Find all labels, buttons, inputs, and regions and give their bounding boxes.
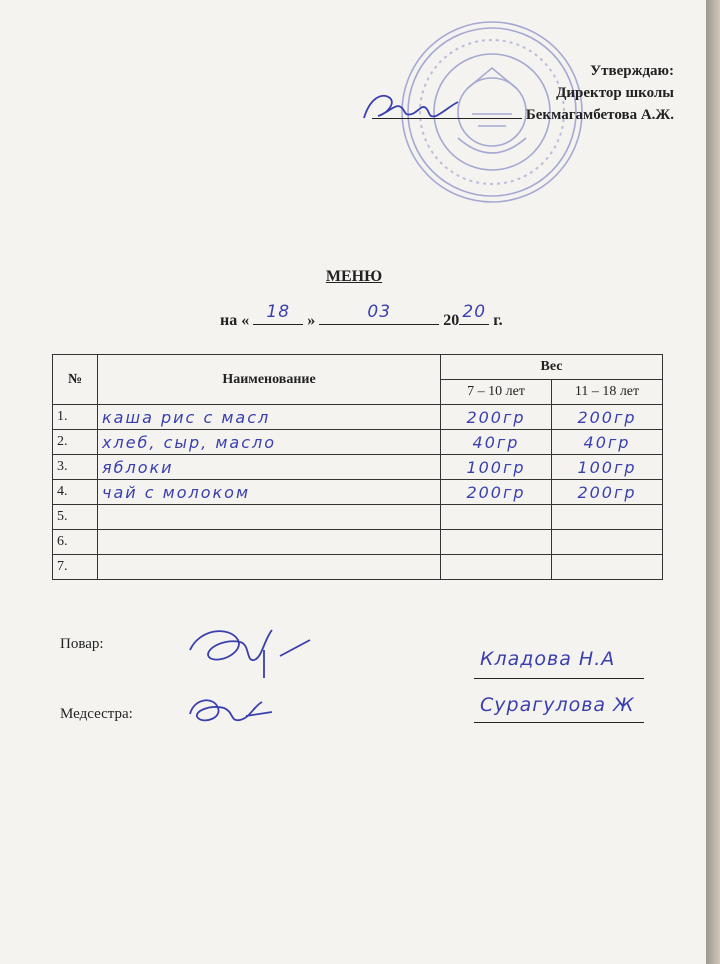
table-header-row xyxy=(53,355,663,380)
year-prefix: 20 xyxy=(443,312,460,329)
nurse-name: Сурагулова Ж xyxy=(480,694,635,716)
row-weight-7-10: 100гр xyxy=(441,455,552,480)
director-name: Бекмагамбетова А.Ж. xyxy=(525,107,674,123)
row-weight-11-18: 100гр xyxy=(552,455,663,480)
table-row xyxy=(53,405,663,430)
nurse-signature xyxy=(184,690,284,730)
row-num: 5. xyxy=(53,505,98,530)
date-mid: » xyxy=(307,312,316,329)
row-weight-11-18 xyxy=(552,505,663,530)
menu-table xyxy=(52,354,663,580)
table-row xyxy=(53,455,663,480)
row-weight-11-18: 200гр xyxy=(552,405,663,430)
desk-edge xyxy=(706,0,720,964)
cook-label: Повар: xyxy=(60,636,104,652)
row-dish: чай с молоком xyxy=(98,480,441,505)
approval-title: Утверждаю: xyxy=(590,63,674,79)
header-num: № xyxy=(53,355,98,405)
row-num: 7. xyxy=(53,555,98,580)
header-name: Наименование xyxy=(98,355,441,405)
table-row xyxy=(53,530,663,555)
row-weight-7-10 xyxy=(441,530,552,555)
page-title: МЕНЮ xyxy=(325,268,383,285)
header-age-7-10: 7 – 10 лет xyxy=(441,380,552,405)
row-num: 4. xyxy=(53,480,98,505)
cook-name-line xyxy=(474,678,644,679)
row-weight-11-18: 40гр xyxy=(552,430,663,455)
director-title: Директор школы xyxy=(556,85,674,101)
table-row xyxy=(53,505,663,530)
table-row xyxy=(53,430,663,455)
row-weight-11-18 xyxy=(552,530,663,555)
day-field xyxy=(253,302,303,325)
table-row xyxy=(53,480,663,505)
nurse-label: Медсестра: xyxy=(60,706,133,722)
director-signature xyxy=(356,88,466,128)
row-weight-7-10: 200гр xyxy=(441,405,552,430)
date-month: 03 xyxy=(367,302,392,322)
row-weight-7-10 xyxy=(441,555,552,580)
row-dish xyxy=(98,555,441,580)
row-num: 2. xyxy=(53,430,98,455)
row-num: 1. xyxy=(53,405,98,430)
row-dish: каша рис с масл xyxy=(98,405,441,430)
row-dish xyxy=(98,505,441,530)
table-row xyxy=(53,555,663,580)
date-suffix: г. xyxy=(493,312,503,329)
cook-name: Кладова Н.А xyxy=(480,648,616,670)
date-line xyxy=(220,302,503,330)
row-dish: хлеб, сыр, масло xyxy=(98,430,441,455)
nurse-name-line xyxy=(474,722,644,723)
year-field xyxy=(459,302,489,325)
header-weight: Вес xyxy=(441,355,663,380)
row-weight-11-18: 200гр xyxy=(552,480,663,505)
header-age-11-18: 11 – 18 лет xyxy=(552,380,663,405)
row-weight-7-10 xyxy=(441,505,552,530)
date-year: 20 xyxy=(462,302,487,322)
row-weight-7-10: 40гр xyxy=(441,430,552,455)
row-weight-7-10: 200гр xyxy=(441,480,552,505)
date-prefix: на « xyxy=(220,312,250,329)
date-day: 18 xyxy=(266,302,291,322)
row-dish xyxy=(98,530,441,555)
row-num: 6. xyxy=(53,530,98,555)
cook-signature xyxy=(180,620,320,680)
row-weight-11-18 xyxy=(552,555,663,580)
row-num: 3. xyxy=(53,455,98,480)
row-dish: яблоки xyxy=(98,455,441,480)
month-field xyxy=(319,302,439,325)
